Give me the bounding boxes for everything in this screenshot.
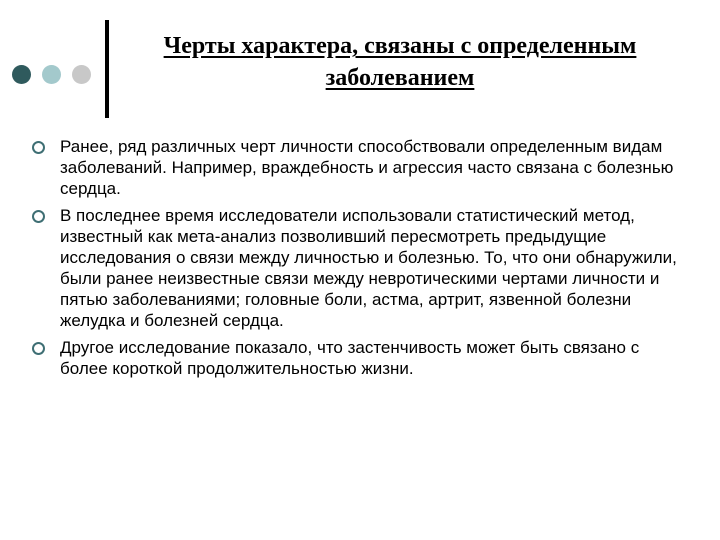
- slide-title: Черты характера, связаны с определенным заболеванием: [163, 33, 637, 91]
- ring-bullet-icon: [32, 210, 45, 223]
- bullet-item: [30, 337, 690, 379]
- bullet-item: [30, 205, 690, 331]
- bullet-list: [30, 136, 690, 385]
- bullet-item: [30, 136, 690, 199]
- teal-circle-icon: [42, 65, 61, 84]
- bullet-text: Ранее, ряд различных черт личности способствовали определенным видам заболеваний. Например, враждебность и агрессия часто связана с болезнью сердца.: [60, 137, 674, 198]
- dark-circle-icon: [12, 65, 31, 84]
- bullet-text: В последнее время исследователи использовали статистический метод, известный как мета-анализ позволивший пересмотреть предыдущие исследования о связи между личностью и болезнью. То, что они обнаружили, были ранее неизвестные связи между невротическими чертами личности и пятью заболеваниями; головные боли, астма, артрит, язвенной болезни желудка и болезней сердца.: [60, 206, 677, 330]
- vertical-divider: [105, 20, 109, 118]
- gray-circle-icon: [72, 65, 91, 84]
- bullet-text: Другое исследование показало, что застенчивость может быть связано с более короткой продолжительностью жизни.: [60, 338, 640, 378]
- ring-bullet-icon: [32, 342, 45, 355]
- ring-bullet-icon: [32, 141, 45, 154]
